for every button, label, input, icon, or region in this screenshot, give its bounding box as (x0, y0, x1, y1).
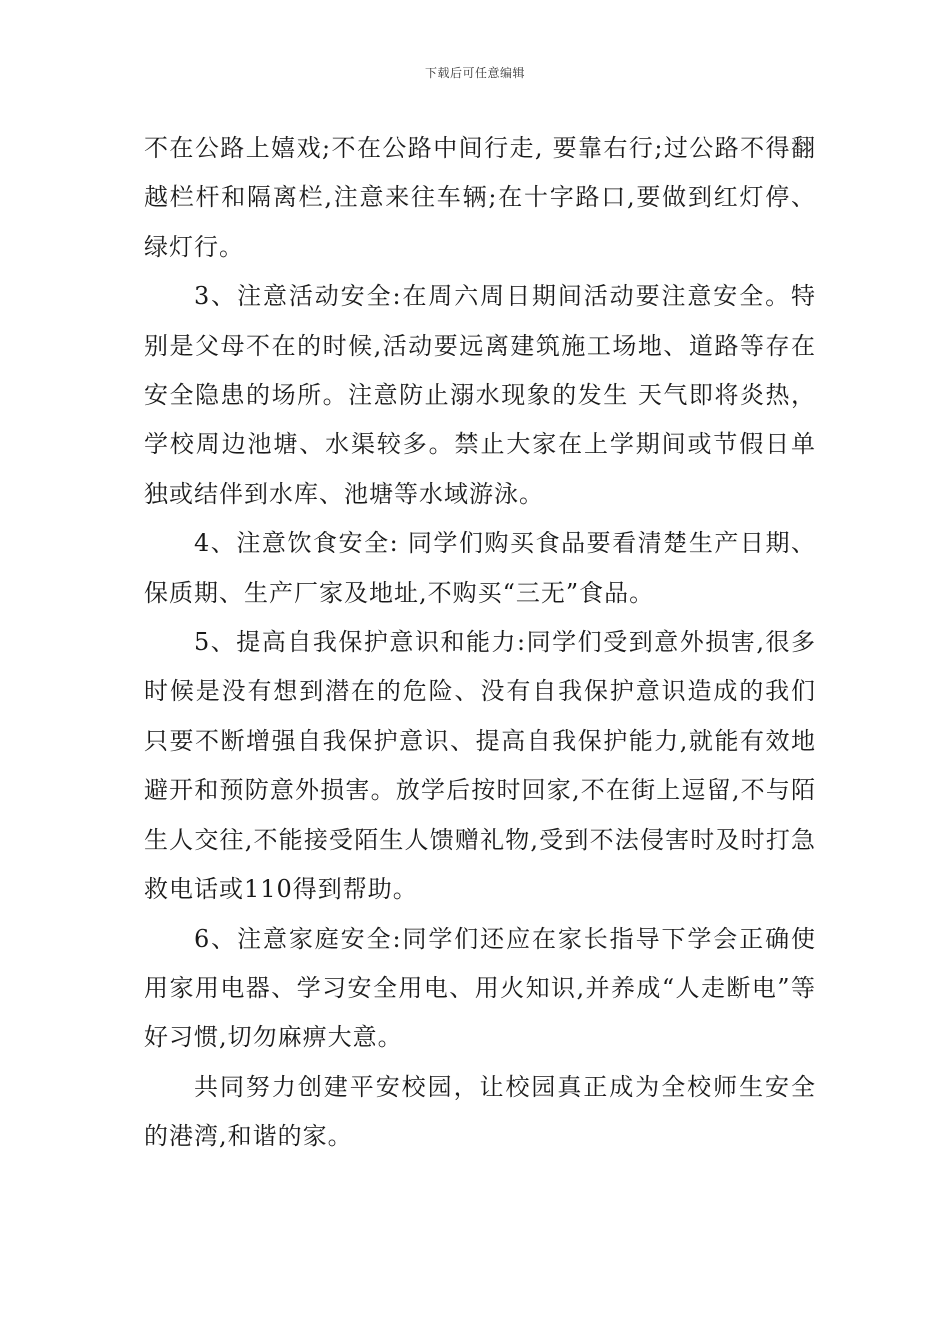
paragraph-closing: 共同努力创建平安校园，让校园真正成为全校师生安全的港湾,和谐的家。 (144, 1072, 816, 1151)
paragraph-home-safety: 6、注意家庭安全:同学们还应在家长指导下学会正确使用家用电器、学习安全用电、用火知识,并养成“人走断电”等好习惯,切勿麻痹大意。 (144, 924, 816, 1052)
page-header: 下载后可任意编辑 (424, 66, 525, 80)
document-body (144, 124, 816, 1162)
paragraph-traffic-safety: 不在公路上嬉戏;不在公路中间行走, 要靠右行;过公路不得翻越栏杆和隔离栏,注意来往车辆;在十字路口,要做到红灯停、绿灯行。 (144, 134, 816, 261)
paragraph-activity-safety: 3、注意活动安全:在周六周日期间活动要注意安全。特别是父母不在的时候,活动要远离建筑施工场地、道路等存在安全隐患的场所。注意防止溺水现象的发生 天气即将炎热，学校周边池塘、水渠较多。禁止大家在上学期间或节假日单独或结伴到水库、池塘等水域游泳。 (144, 282, 816, 508)
paragraph-self-protection: 5、提高自我保护意识和能力:同学们受到意外损害,很多时候是没有想到潜在的危险、没有自我保护意识造成的我们只要不断增强自我保护意识、提高自我保护能力,就能有效地避开和预防意外损害。放学后按时回家,不在街上逗留,不与陌生人交往,不能接受陌生人馈赠礼物,受到不法侵害时及时打急救电话或110得到帮助。 (144, 628, 816, 904)
paragraph-food-safety: 4、注意饮食安全: 同学们购买食品要看清楚生产日期、保质期、生产厂家及地址,不购买“三无”食品。 (144, 529, 816, 607)
